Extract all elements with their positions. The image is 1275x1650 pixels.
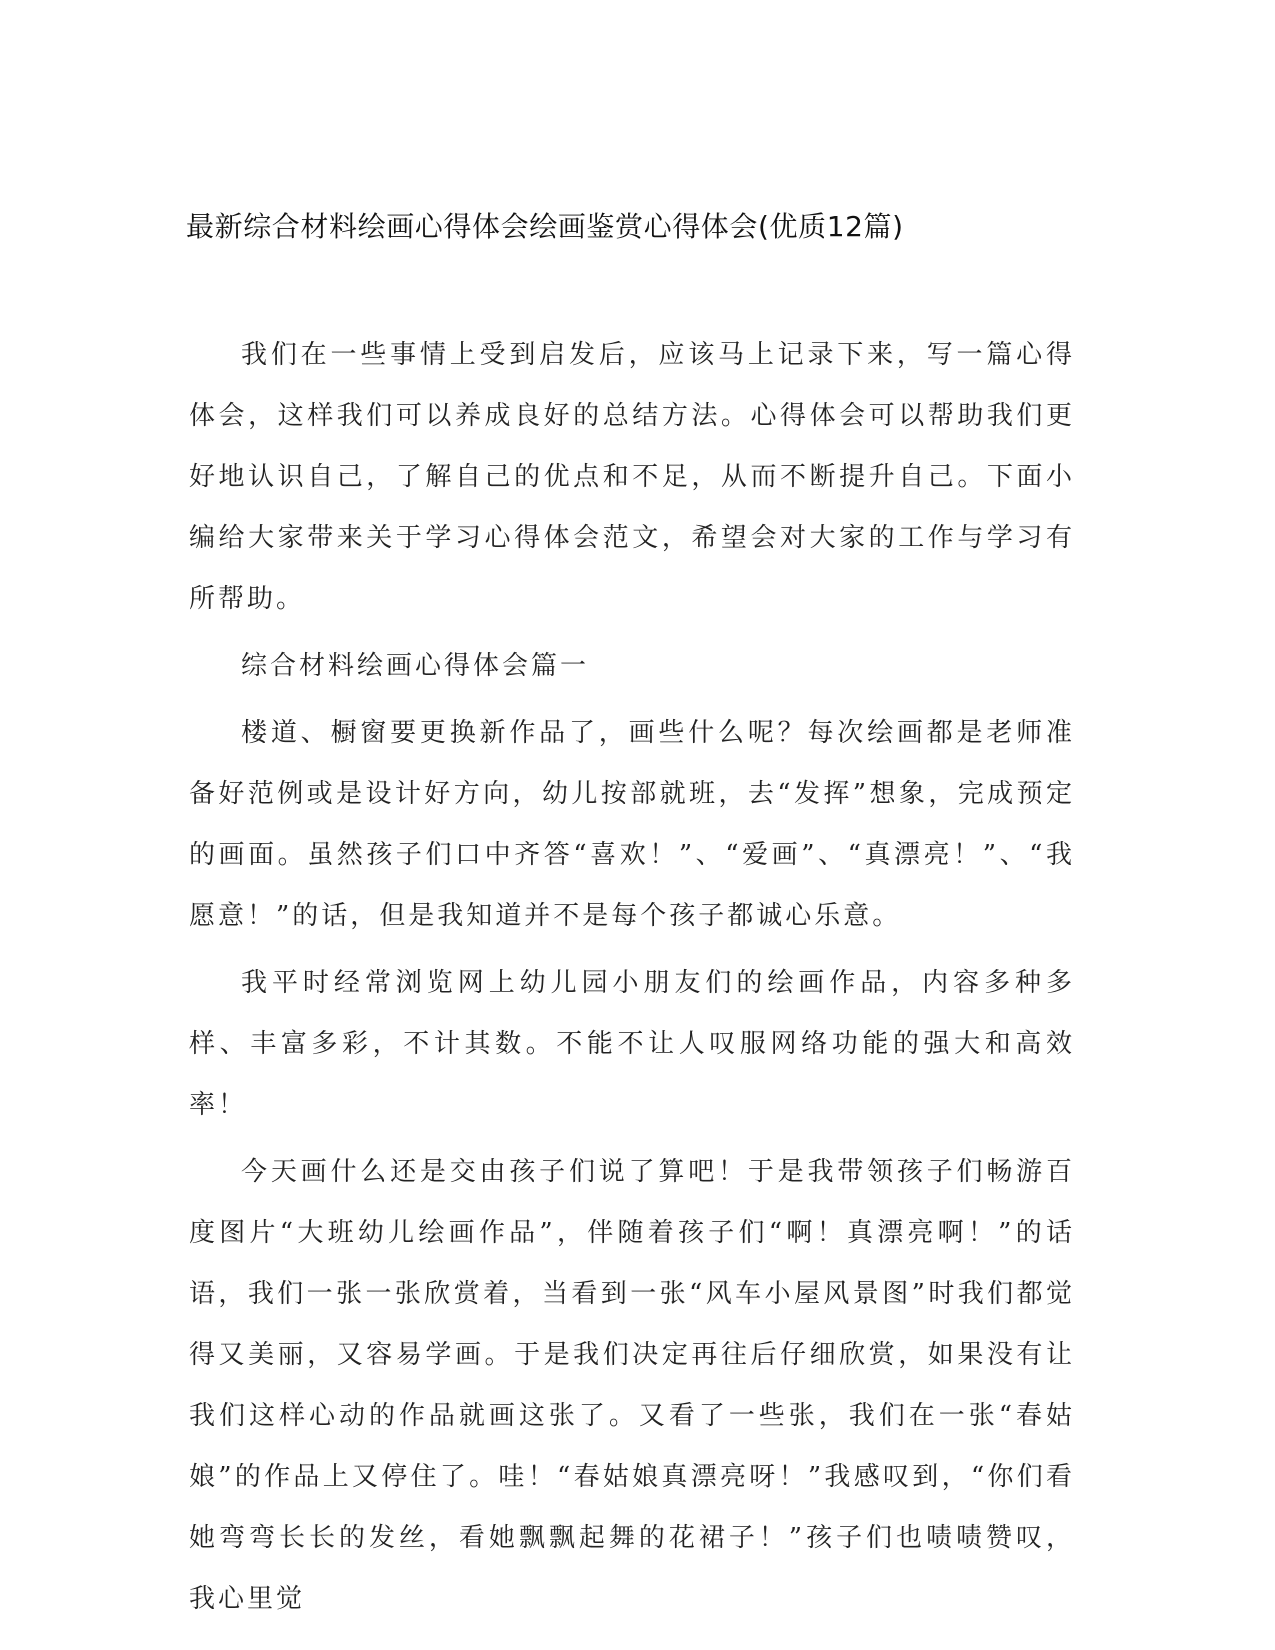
section-heading: 综合材料绘画心得体会篇一 — [241, 651, 590, 681]
document-body — [189, 325, 1075, 1636]
body-paragraph: 今天画什么还是交由孩子们说了算吧！于是我带领孩子们畅游百度图片“大班幼儿绘画作品”，伴随着孩子们“啊！真漂亮啊！”的话语，我们一张一张欣赏着，当看到一张“风车小屋风景图”时我们都觉得又美丽，又容易学画。于是我们决定再往后仔细欣赏，如果没有让我们这样心动的作品就画这张了。又看了一些张，我们在一张“春姑娘”的作品上又停住了。哇！“春姑娘真漂亮呀！”我感叹到，“你们看她弯弯长长的发丝，看她飘飘起舞的花裙子！”孩子们也啧啧赞叹，我心里觉 — [189, 1157, 1075, 1614]
body-paragraph: 我平时经常浏览网上幼儿园小朋友们的绘画作品，内容多种多样、丰富多彩，不计其数。不能不让人叹服网络功能的强大和高效率！ — [189, 968, 1075, 1120]
intro-paragraph: 我们在一些事情上受到启发后，应该马上记录下来，写一篇心得体会，这样我们可以养成良好的总结方法。心得体会可以帮助我们更好地认识自己，了解自己的优点和不足，从而不断提升自己。下面小编给大家带来关于学习心得体会范文，希望会对大家的工作与学习有所帮助。 — [189, 340, 1075, 614]
body-paragraph: 楼道、橱窗要更换新作品了，画些什么呢？每次绘画都是老师准备好范例或是设计好方向，幼儿按部就班，去“发挥”想象，完成预定的画面。虽然孩子们口中齐答“喜欢！”、“爱画”、“真漂亮！”、“我愿意！”的话，但是我知道并不是每个孩子都诚心乐意。 — [189, 718, 1075, 931]
document-title: 最新综合材料绘画心得体会绘画鉴赏心得体会(优质12篇) — [186, 210, 904, 243]
